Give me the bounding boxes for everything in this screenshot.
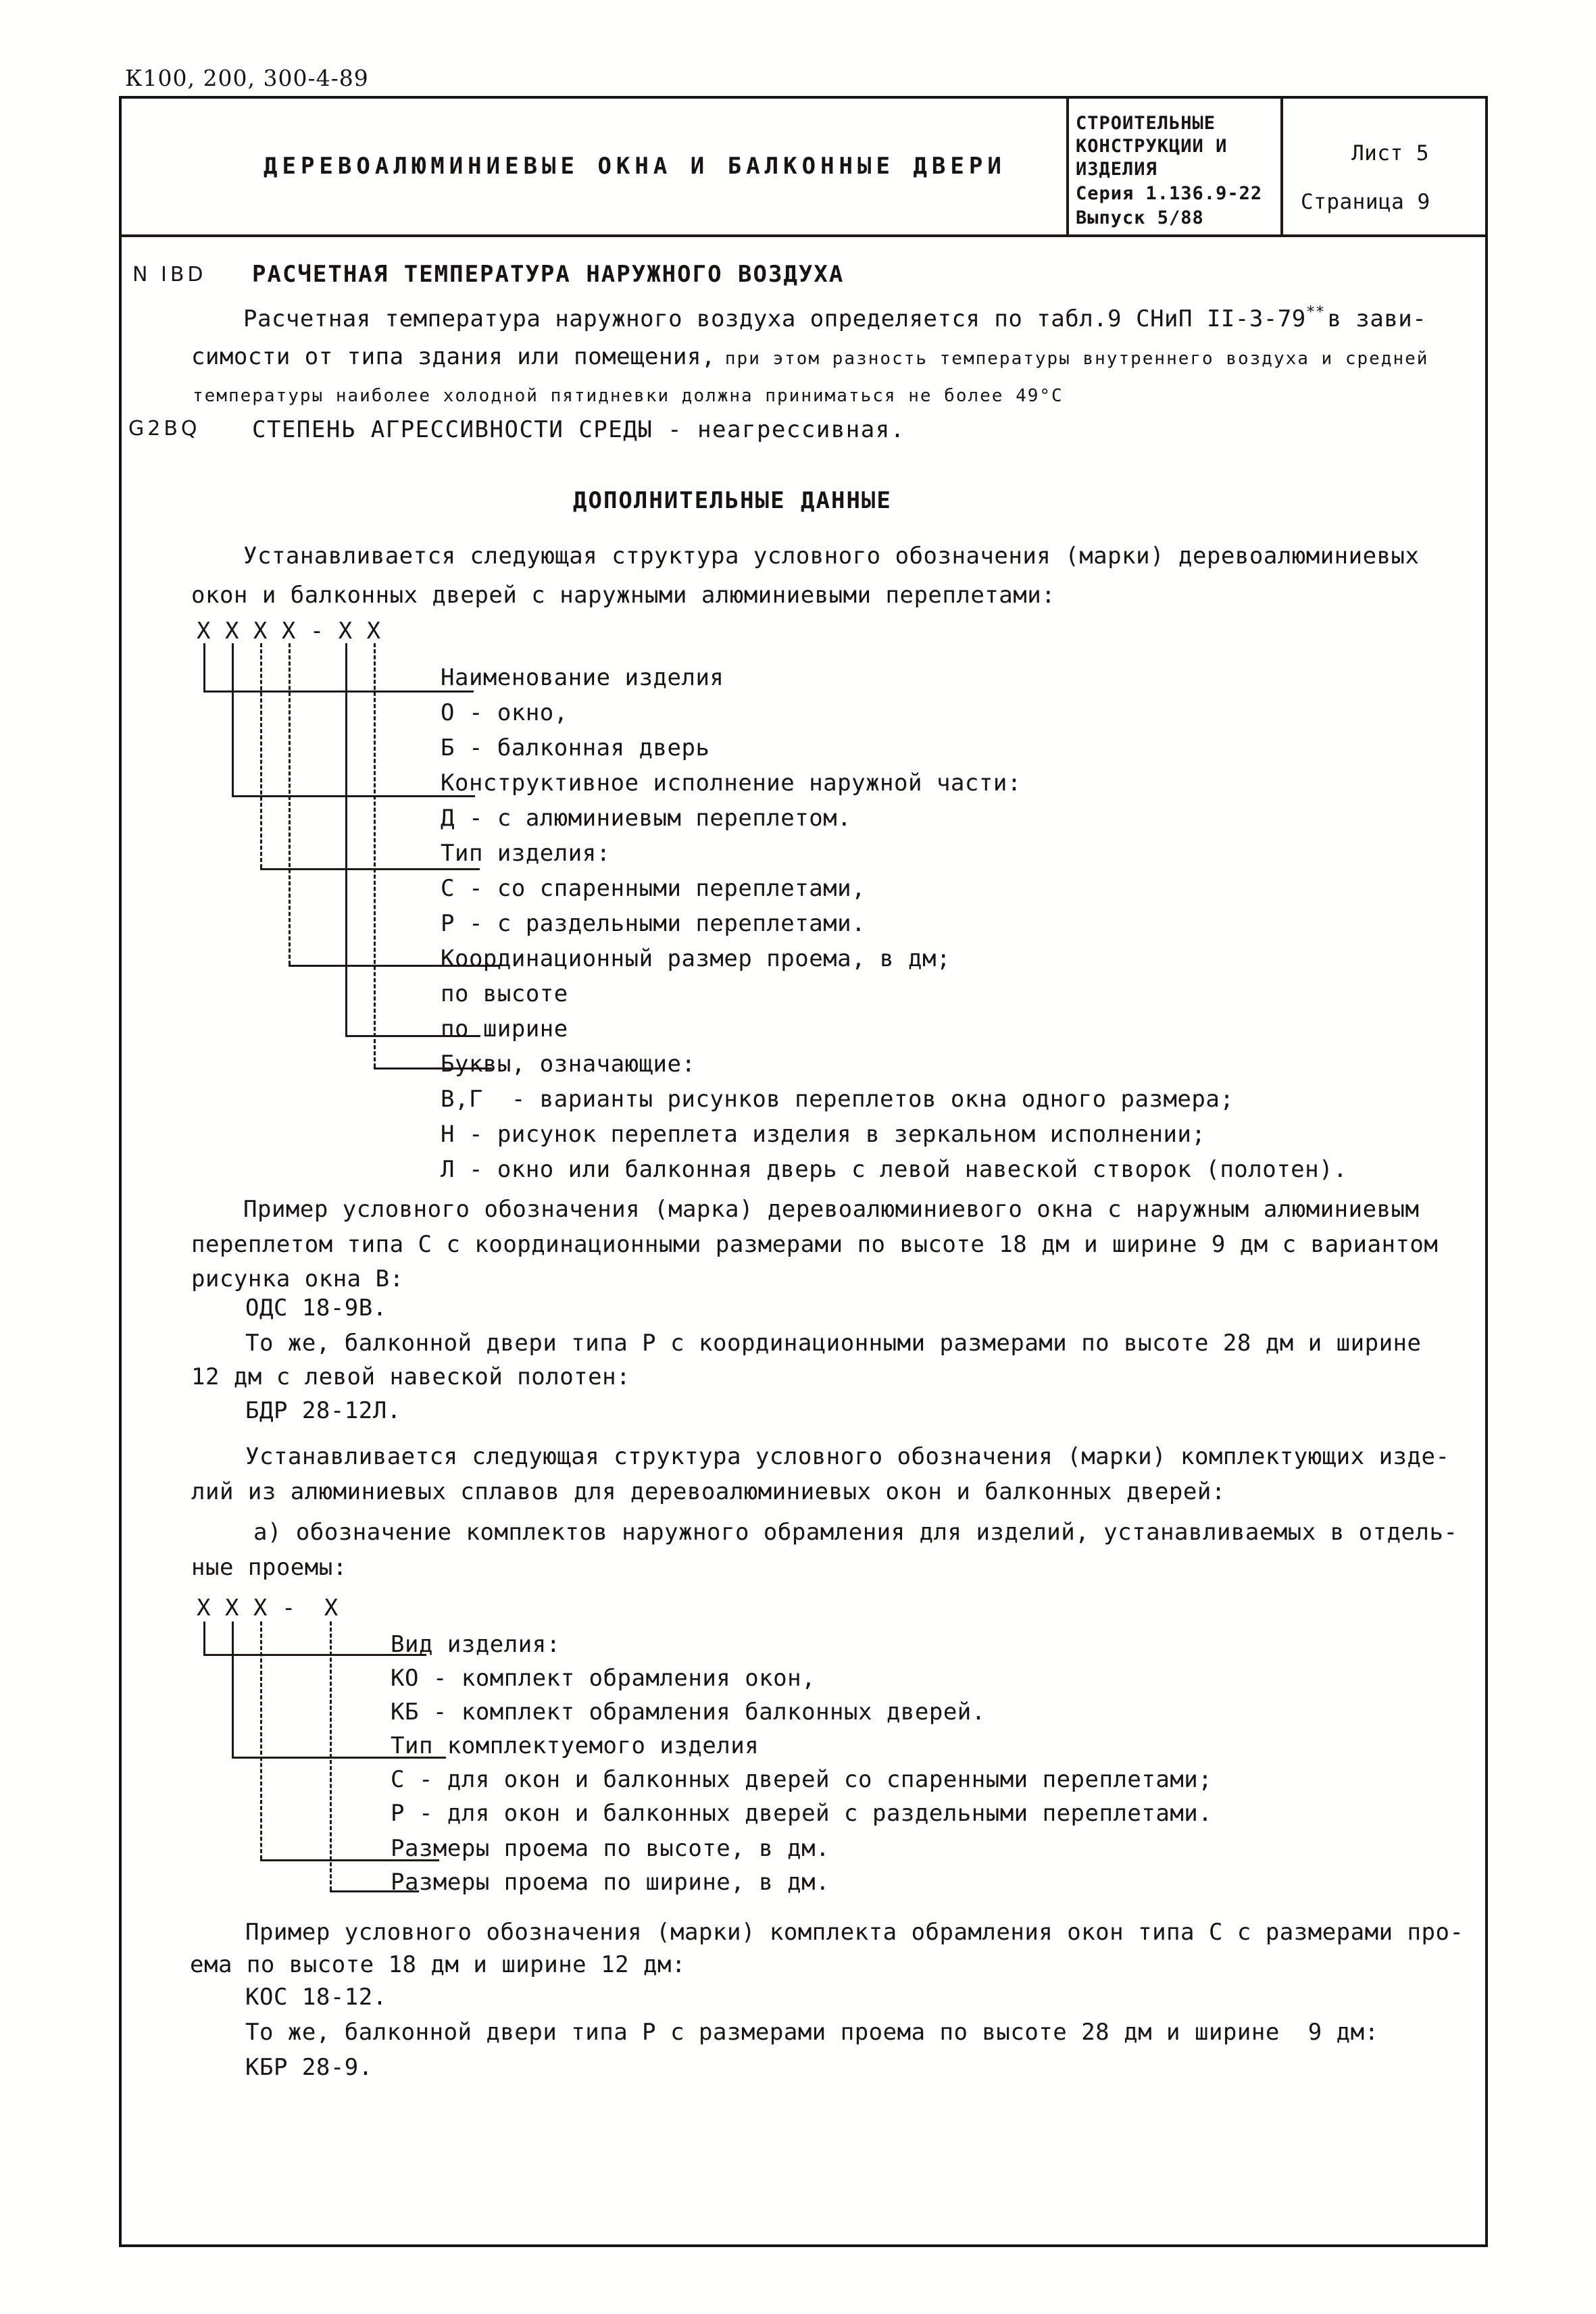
diagram1-row: по высоте bbox=[441, 980, 568, 1007]
diagram2-stem-1 bbox=[203, 1621, 205, 1654]
diagram1-row: Н - рисунок переплета изделия в зеркальном исполнении; bbox=[441, 1121, 1206, 1148]
kits-item-a-line2: ные проемы: bbox=[191, 1554, 347, 1581]
example1-mark-ods: ОДС 18-9В. bbox=[245, 1294, 387, 1322]
diagram2-row: Размеры проема по ширине, в дм. bbox=[391, 1869, 830, 1896]
diagram2-code-pattern: Х Х Х - Х bbox=[197, 1594, 339, 1621]
diagram1-row: Координационный размер проема, в дм; bbox=[441, 945, 951, 972]
kits-intro-line2: лий из алюминиевых сплавов для деревоалюминиевых окон и балконных дверей: bbox=[191, 1478, 1226, 1505]
example2-mark-kbr: КБР 28-9. bbox=[245, 2054, 373, 2081]
margin-code-temperature: N IBD bbox=[132, 263, 207, 286]
example2-line: То же, балконной двери типа Р с размерами проема по высоте 28 дм и ширине 9 дм: bbox=[245, 2019, 1379, 2046]
kits-intro-line1: Устанавливается следующая структура условного обозначения (марки) комплектующих изде- bbox=[245, 1443, 1450, 1470]
diagram1-row: Р - с раздельными переплетами. bbox=[441, 910, 866, 937]
diagram1-row: В,Г - варианты рисунков переплетов окна одного размера; bbox=[441, 1086, 1235, 1113]
diagram1-row: Тип изделия: bbox=[441, 840, 611, 867]
diagram1-stem-5 bbox=[345, 643, 347, 1035]
diagram1-branch-3 bbox=[260, 868, 480, 870]
diagram2-row: Р - для окон и балконных дверей с раздельными переплетами. bbox=[391, 1800, 1213, 1827]
example1-mark-bdr: БДР 28-12Л. bbox=[245, 1397, 401, 1424]
diagram2-row: Вид изделия: bbox=[391, 1631, 561, 1658]
temperature-line1-end: в зави- bbox=[1327, 305, 1427, 332]
temperature-section-heading: РАСЧЕТНАЯ ТЕМПЕРАТУРА НАРУЖНОГО ВОЗДУХА bbox=[252, 261, 845, 288]
diagram1-stem-2 bbox=[232, 643, 234, 795]
diagram1-stem-1 bbox=[203, 643, 205, 690]
environment-statement: СТЕПЕНЬ АГРЕССИВНОСТИ СРЕДЫ - неагрессивная. bbox=[252, 416, 905, 443]
org-line: ИЗДЕЛИЯ bbox=[1076, 159, 1157, 180]
temperature-line2-note: при этом разность температуры внутреннего воздуха и средней bbox=[724, 349, 1429, 369]
org-line: КОНСТРУКЦИИ И bbox=[1076, 136, 1228, 157]
example2-line: Пример условного обозначения (марки) комплекта обрамления окон типа С с размерами про- bbox=[245, 1919, 1464, 1946]
margin-code-environment: G2BQ bbox=[128, 417, 201, 441]
diagram1-branch-1 bbox=[203, 690, 474, 693]
org-line: СТРОИТЕЛЬНЫЕ bbox=[1076, 113, 1216, 134]
diagram2-row: КБ - комплект обрамления балконных дверей. bbox=[391, 1699, 986, 1726]
diagram1-row: С - со спаренными переплетами, bbox=[441, 875, 866, 902]
diagram1-code-pattern: Х Х Х Х - Х Х bbox=[197, 618, 381, 645]
diagram1-row: Наименование изделия bbox=[441, 664, 724, 691]
document-series-code: К100, 200, 300-4-89 bbox=[125, 65, 369, 91]
example1-line: рисунка окна В: bbox=[191, 1265, 404, 1292]
diagram1-row: О - окно, bbox=[441, 699, 568, 726]
diagram2-stem-2 bbox=[232, 1621, 234, 1757]
sheet-number: Лист 5 bbox=[1351, 141, 1429, 166]
example1-line: То же, балконной двери типа Р с координационными размерами по высоте 28 дм и ширине bbox=[245, 1330, 1422, 1357]
header-bottom-rule bbox=[119, 234, 1485, 237]
diagram2-row: Размеры проема по высоте, в дм. bbox=[391, 1835, 830, 1862]
temperature-line1-text: Расчетная температура наружного воздуха определяется по табл.9 СНиП II-3-79 bbox=[243, 305, 1306, 332]
diagram1-row: Б - балконная дверь bbox=[441, 734, 710, 761]
diagram2-stem-4 bbox=[330, 1621, 332, 1890]
diagram1-row: Л - окно или балконная дверь с левой навеской створок (полотен). bbox=[441, 1156, 1348, 1183]
example2-mark-kos: КОС 18-12. bbox=[245, 1984, 387, 2011]
example1-line: переплетом типа С с координационными размерами по высоте 18 дм и ширине 9 дм с вариантом bbox=[191, 1231, 1439, 1258]
diagram1-row: Конструктивное исполнение наружной части: bbox=[441, 770, 1022, 797]
diagram1-row: Д - с алюминиевым переплетом. bbox=[441, 805, 852, 832]
diagram2-stem-3 bbox=[260, 1621, 262, 1859]
series-label: Серия 1.136.9-22 bbox=[1076, 183, 1263, 204]
additional-data-heading: ДОПОЛНИТЕЛЬНЫЕ ДАННЫЕ bbox=[573, 487, 892, 514]
kits-item-a-line1: а) обозначение комплектов наружного обрамления для изделий, устанавливаемых в отдель- bbox=[253, 1519, 1458, 1546]
diagram1-stem-3 bbox=[260, 643, 262, 868]
additional-intro-line2: окон и балконных дверей с наружными алюминиевыми переплетами: bbox=[191, 582, 1056, 609]
page-number: Страница 9 bbox=[1301, 190, 1430, 214]
temperature-line2-text: симости от типа здания или помещения, bbox=[191, 343, 716, 370]
header-divider-1 bbox=[1066, 96, 1069, 234]
example2-line: ема по высоте 18 дм и ширине 12 дм: bbox=[190, 1951, 686, 1978]
diagram1-branch-2 bbox=[232, 795, 475, 797]
additional-intro-line1: Устанавливается следующая структура условного обозначения (марки) деревоалюминиевых bbox=[243, 543, 1420, 570]
temperature-paragraph-line3: температуры наиболее холодной пятидневки должна приниматься не более 49°С bbox=[193, 386, 1064, 406]
diagram2-row: КО - комплект обрамления окон, bbox=[391, 1665, 816, 1692]
temperature-paragraph-line2 bbox=[191, 345, 1428, 370]
diagram1-row: Буквы, означающие: bbox=[441, 1051, 696, 1078]
document-title: ДЕРЕВОАЛЮМИНИЕВЫЕ ОКНА И БАЛКОННЫЕ ДВЕРИ bbox=[264, 153, 1006, 180]
footnote-asterisks: ** bbox=[1305, 303, 1325, 321]
header-divider-2 bbox=[1280, 96, 1283, 234]
issue-label: Выпуск 5/88 bbox=[1076, 207, 1204, 228]
diagram1-row: по ширине bbox=[441, 1015, 568, 1042]
diagram2-row: С - для окон и балконных дверей со спаренными переплетами; bbox=[391, 1766, 1213, 1793]
diagram2-row: Тип комплектуемого изделия bbox=[391, 1732, 759, 1759]
diagram1-stem-6 bbox=[374, 643, 376, 1067]
example1-line: Пример условного обозначения (марка) деревоалюминиевого окна с наружным алюминиевым bbox=[243, 1196, 1420, 1223]
temperature-paragraph-line1 bbox=[243, 304, 1426, 332]
example1-line: 12 дм с левой навеской полотен: bbox=[191, 1363, 631, 1390]
